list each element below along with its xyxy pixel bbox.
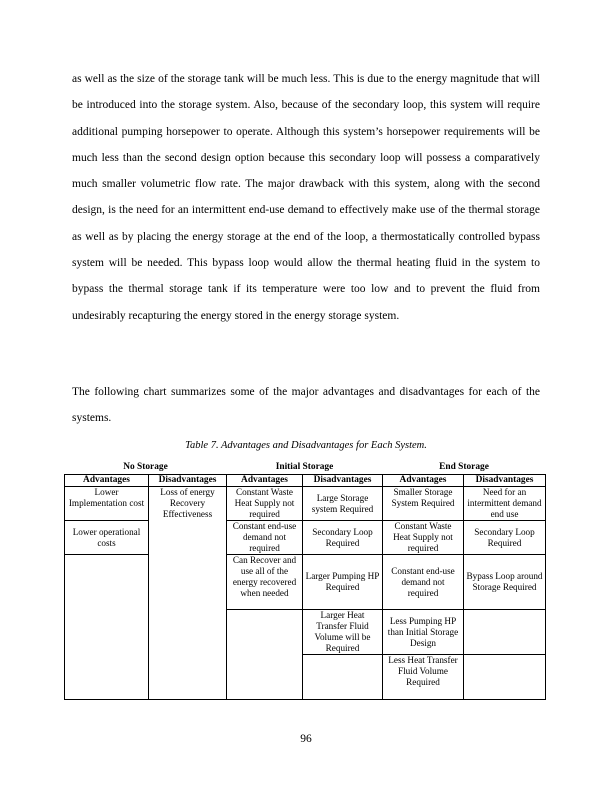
column-header: Disadvantages <box>303 475 383 487</box>
table-cell: Secondary Loop Required <box>464 521 546 555</box>
table-cell: Large Storage system Required <box>303 487 383 521</box>
table-cell: Larger Heat Transfer Fluid Volume will be Required <box>303 610 383 655</box>
table-cell: Constant end-use demand not required <box>227 521 303 555</box>
table-cell-empty <box>464 655 546 700</box>
table-caption: Table 7. Advantages and Disadvantages for Each System. <box>185 440 427 451</box>
column-header: Advantages <box>65 475 149 487</box>
page-number: 96 <box>300 733 312 745</box>
group-header-initial-storage: Initial Storage <box>227 462 383 475</box>
group-header-no-storage: No Storage <box>65 462 227 475</box>
body-paragraph-1: as well as the size of the storage tank will be much less. This is due to the energy magnitude that will be introduced into the storage system. Also, because of the secondary loop, this system will require additional pumping horsepower to operate. Although this system’s horsepower requirements will be much less than the second design option because this secondary loop will possess a comparatively much smaller volumetric flow rate. The major drawback with this system, along with the second design, is the need for an intermittent end-use demand to effectively make use of the thermal storage as well as by placing the energy storage at the end of the loop, a thermostatically controlled bypass system will be needed. This bypass loop would allow the thermal heating fluid in the system to bypass the thermal storage tank if its temperature were too low and to prevent the fluid from undesirably recapturing the energy stored in the energy storage system. <box>72 73 540 322</box>
table-cell: Constant end-use demand not required <box>383 555 464 610</box>
table-cell-empty <box>227 610 303 700</box>
table-cell: Need for an intermittent demand end use <box>464 487 546 521</box>
table-cell: Constant Waste Heat Supply not required <box>383 521 464 555</box>
advantages-table <box>64 462 546 700</box>
column-header: Advantages <box>383 475 464 487</box>
table-cell-empty <box>464 610 546 655</box>
table-cell-empty <box>303 655 383 700</box>
table-cell-empty <box>65 555 149 700</box>
table-cell: Secondary Loop Required <box>303 521 383 555</box>
table-cell: Bypass Loop around Storage Required <box>464 555 546 610</box>
table-cell: Lower Implementation cost <box>65 487 149 521</box>
table-cell: Constant Waste Heat Supply not required <box>227 487 303 521</box>
table-cell: Larger Pumping HP Required <box>303 555 383 610</box>
group-header-end-storage: End Storage <box>383 462 546 475</box>
table-cell: Loss of energy Recovery Effectiveness <box>149 487 227 700</box>
table-cell: Less Pumping HP than Initial Storage Design <box>383 610 464 655</box>
table-cell: Less Heat Transfer Fluid Volume Required <box>383 655 464 700</box>
table-cell: Can Recover and use all of the energy recovered when needed <box>227 555 303 610</box>
column-header: Disadvantages <box>464 475 546 487</box>
table-cell: Lower operational costs <box>65 521 149 555</box>
column-header: Disadvantages <box>149 475 227 487</box>
body-paragraph-2: The following chart summarizes some of the major advantages and disadvantages for each of the systems. <box>72 386 540 425</box>
table-cell: Smaller Storage System Required <box>383 487 464 521</box>
column-header: Advantages <box>227 475 303 487</box>
